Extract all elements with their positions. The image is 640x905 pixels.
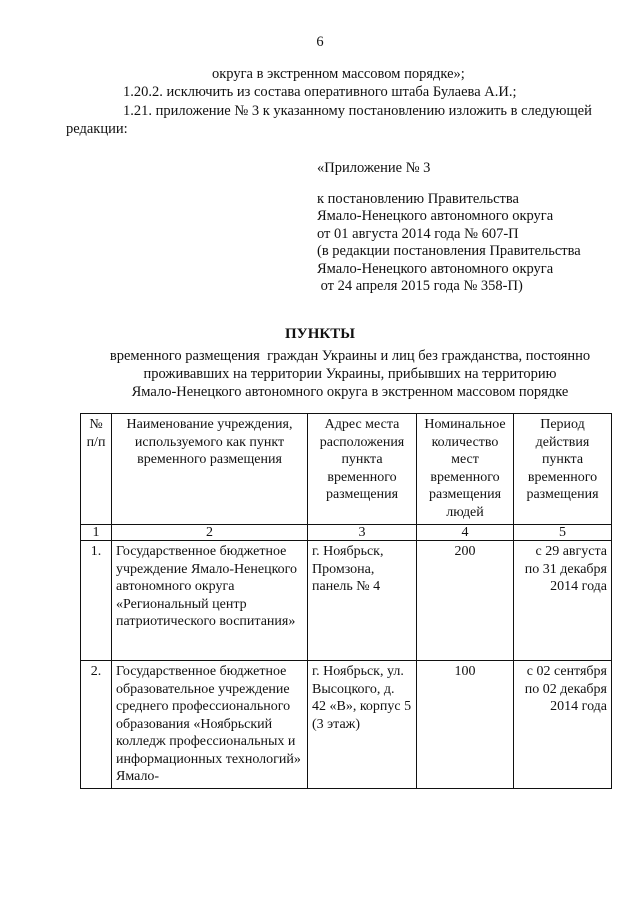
header-name: Наименование учреждения, используемого как пункт временного размещения <box>112 414 308 525</box>
column-number: 4 <box>417 525 514 541</box>
appendix-line: Ямало-Ненецкого автономного округа <box>317 260 554 277</box>
column-number: 5 <box>514 525 612 541</box>
page-number: 6 <box>316 34 324 50</box>
points-table <box>80 413 612 789</box>
column-number: 3 <box>308 525 417 541</box>
intro-line-1: округа в экстренном массовом порядке»; <box>212 66 465 82</box>
header-num: № п/п <box>81 414 112 525</box>
intro-line-3: 1.21. приложение № 3 к указанному постановлению изложить в следующей <box>123 103 592 119</box>
row-capacity: 100 <box>417 661 514 789</box>
document-subtitle <box>100 347 600 401</box>
appendix-line: (в редакции постановления Правительства <box>317 243 581 259</box>
row-name: Государственное бюджетное образовательное учреждение среднего профессионального образования «Ноябрьский колледж профессиональных и информационных технологий» Ямало- <box>112 661 308 789</box>
row-num: 1. <box>81 541 112 661</box>
appendix-heading: «Приложение № 3 <box>317 160 431 176</box>
row-period: с 29 августа по 31 декабря 2014 года <box>514 541 612 661</box>
header-capacity: Номинальное количество мест временного размещения людей <box>417 414 514 525</box>
subtitle-line: Ямало-Ненецкого автономного округа в экстренном массовом порядке <box>131 384 569 400</box>
appendix-line: от 01 августа 2014 года № 607-П <box>317 225 519 242</box>
appendix-line: от 24 апреля 2015 года № 358-П) <box>317 278 523 294</box>
appendix-line: Ямало-Ненецкого автономного округа <box>317 208 554 224</box>
intro-line-2: 1.20.2. исключить из состава оперативного штаба Булаева А.И.; <box>123 84 517 100</box>
subtitle-line: временного размещения граждан Украины и лиц без гражданства, постоянно <box>109 348 591 364</box>
row-address: г. Ноябрьск, Промзона, панель № 4 <box>308 541 417 661</box>
row-capacity: 200 <box>417 541 514 661</box>
table-row <box>81 541 612 661</box>
subtitle-line: проживавших на территории Украины, прибывших на территорию <box>143 366 557 382</box>
header-address: Адрес места расположения пункта временного размещения <box>308 414 417 525</box>
row-address: г. Ноябрьск, ул. Высоцкого, д. 42 «В», корпус 5 (3 этаж) <box>308 661 417 789</box>
column-number: 1 <box>81 525 112 541</box>
row-num: 2. <box>81 661 112 789</box>
document-title: ПУНКТЫ <box>285 326 355 342</box>
row-name: Государственное бюджетное учреждение Ямало-Ненецкого автономного округа «Региональный центр патриотического воспитания» <box>112 541 308 661</box>
column-number: 2 <box>112 525 308 541</box>
appendix-block <box>317 160 581 296</box>
intro-line-4: редакции: <box>66 121 128 137</box>
table-header-row <box>81 414 612 525</box>
appendix-line: к постановлению Правительства <box>317 190 519 207</box>
column-number-row <box>81 525 612 541</box>
row-period: с 02 сентября по 02 декабря 2014 года <box>514 661 612 789</box>
table-row <box>81 661 612 789</box>
header-period: Период действия пункта временного размещения <box>514 414 612 525</box>
